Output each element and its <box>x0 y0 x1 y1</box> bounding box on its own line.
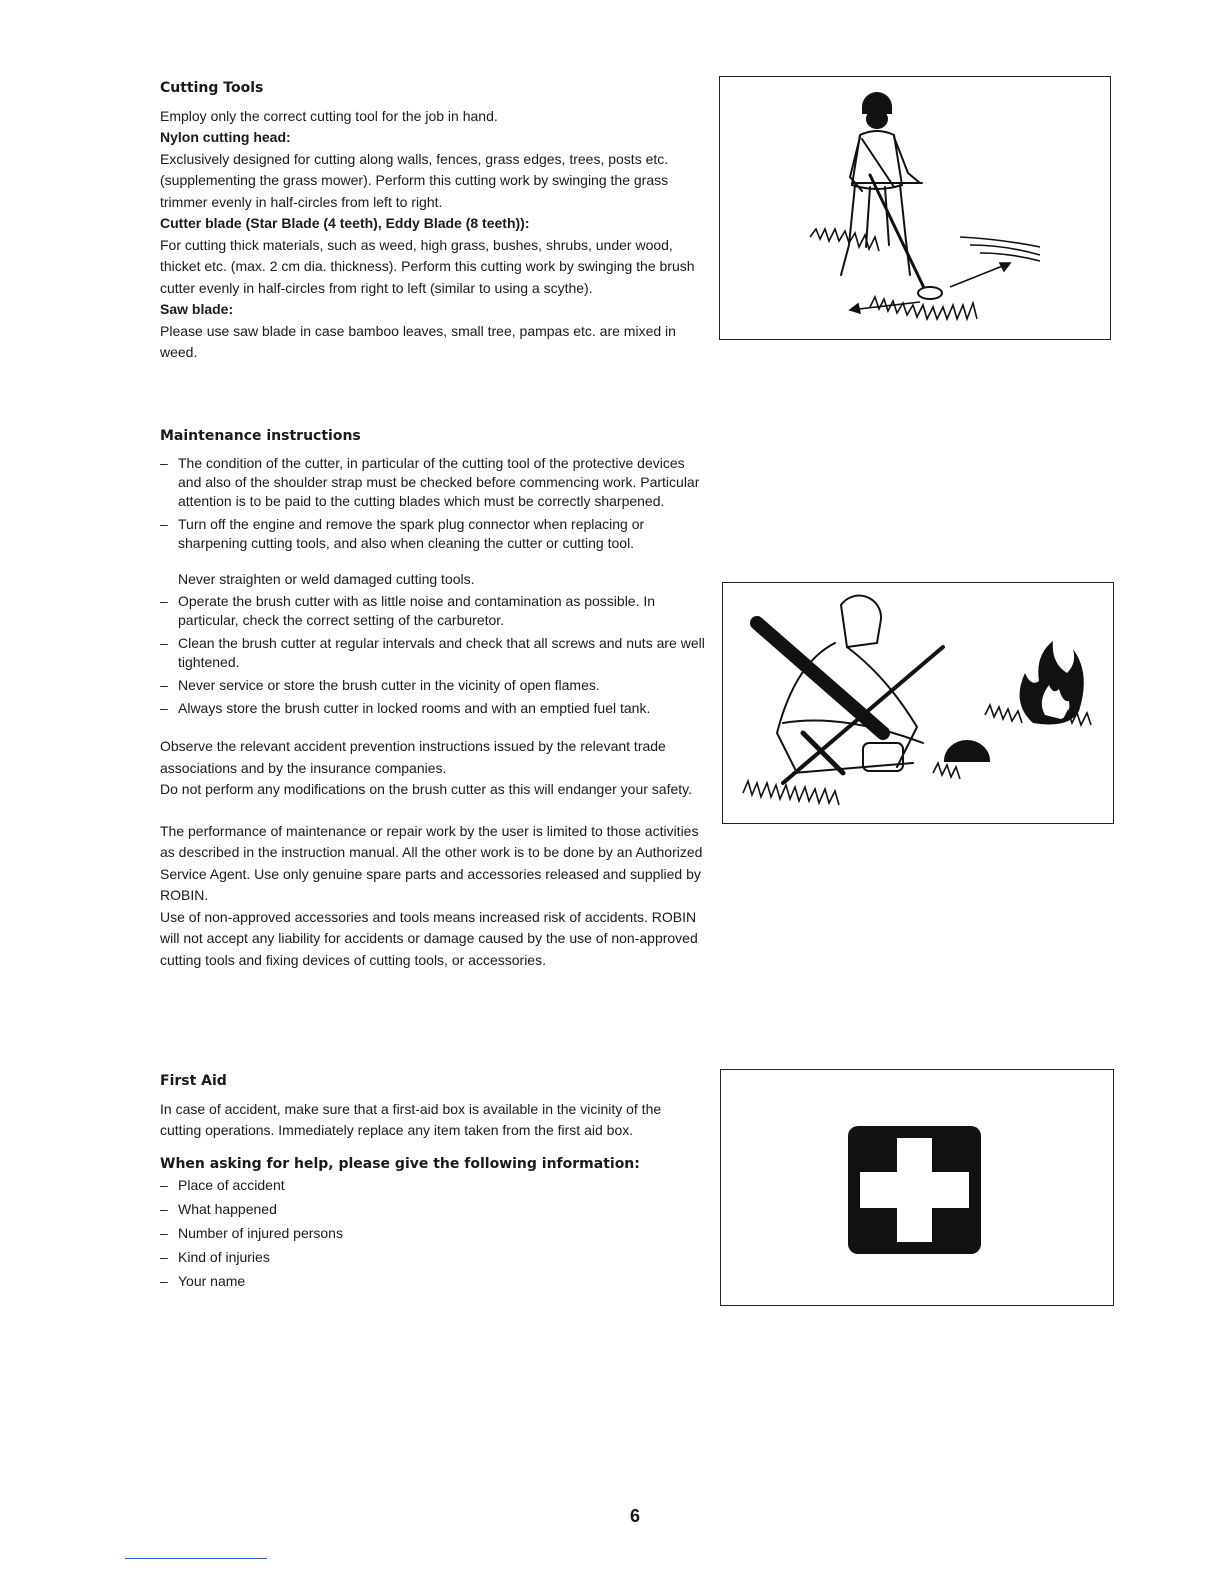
maintenance-para-3: The performance of maintenance or repair work by the user is limited to those activities as described in the instruction manual. All the other work is to be done by an Authorized Service Agent. Use only genuine spare parts and accessories released and supplied by ROBIN. <box>160 822 703 903</box>
list-item: – What happened <box>160 1199 705 1219</box>
list-item: – Operate the brush cutter with as little noise and contamination as possible. In particular, check the correct setting of the carburetor. <box>160 592 705 630</box>
help-info-heading: When asking for help, please give the following information: <box>160 1155 640 1172</box>
operator-trimming-icon <box>720 77 1110 339</box>
first-aid-figure <box>720 1069 1114 1306</box>
first-aid-cross-icon <box>721 1070 1113 1305</box>
maintenance-section <box>160 426 705 971</box>
first-aid-heading: First Aid <box>160 1073 227 1089</box>
cutter-blade-heading: Cutter blade (Star Blade (4 teeth), Eddy Blade (8 teeth)): <box>160 215 530 231</box>
nylon-head-heading: Nylon cutting head: <box>160 129 291 145</box>
list-item: – Kind of injuries <box>160 1247 705 1267</box>
maintenance-para-4: Use of non-approved accessories and tools means increased risk of accidents. ROBIN will not accept any liability for accidents or damage caused by the use of non-approved cutting tools and fixing devices of cutting tools, or accessories. <box>160 908 698 968</box>
nylon-head-text: Exclusively designed for cutting along walls, fences, grass edges, trees, posts etc. (supplementing the grass mower). Perform this cutting work by swinging the grass trimmer evenly in half-circles from left to right. <box>160 150 669 210</box>
list-item: – Clean the brush cutter at regular intervals and check that all screws and nuts are well tightened. <box>160 634 705 672</box>
list-item: – Your name <box>160 1271 705 1291</box>
list-item: – Number of injured persons <box>160 1223 705 1243</box>
cutter-blade-text: For cutting thick materials, such as weed, high grass, bushes, shrubs, under wood, thicket etc. (max. 2 cm dia. thickness). Perform this cutting work by swinging the brush cutter evenly in half-circles from right to left (similar to using a scythe). <box>160 236 695 296</box>
footer-rule <box>125 1558 267 1559</box>
first-aid-section <box>160 1071 705 1295</box>
operator-figure <box>719 76 1111 340</box>
maintenance-list-a <box>160 454 705 553</box>
first-aid-text: In case of accident, make sure that a first-aid box is available in the vicinity of the cutting operations. Immediately replace any item taken from the first aid box. <box>160 1100 662 1138</box>
list-item: – The condition of the cutter, in particular of the cutting tool of the protective devices and also of the shoulder strap must be checked before commencing work. Particular attention is to be paid to the cutting blades which must be correctly sharpened. <box>160 454 705 511</box>
page-number: 6 <box>630 1506 641 1526</box>
maintenance-para-1: Observe the relevant accident prevention instructions issued by the relevant trade associations and by the insurance companies. <box>160 738 666 776</box>
saw-blade-text: Please use saw blade in case bamboo leaves, small tree, pampas etc. are mixed in weed. <box>160 322 676 360</box>
maintenance-note: Never straighten or weld damaged cutting tools. <box>178 570 475 587</box>
no-flames-figure <box>722 582 1114 824</box>
saw-blade-heading: Saw blade: <box>160 301 234 317</box>
maintenance-heading: Maintenance instructions <box>160 428 361 444</box>
maintenance-para-2: Do not perform any modifications on the brush cutter as this will endanger your safety. <box>160 781 693 797</box>
cutting-tools-section <box>160 78 705 364</box>
list-item: – Turn off the engine and remove the spark plug connector when replacing or sharpening cutting tools, and also when cleaning the cutter or cutting tool. <box>160 515 705 553</box>
list-item: – Never service or store the brush cutter in the vicinity of open flames. <box>160 676 705 695</box>
no-flames-icon <box>723 583 1113 823</box>
cutting-tools-heading: Cutting Tools <box>160 80 264 96</box>
maintenance-list-b <box>160 592 705 718</box>
list-item: – Always store the brush cutter in locked rooms and with an emptied fuel tank. <box>160 699 705 718</box>
help-info-list <box>160 1175 705 1291</box>
cutting-tools-intro: Employ only the correct cutting tool for the job in hand. <box>160 107 498 124</box>
list-item: – Place of accident <box>160 1175 705 1195</box>
